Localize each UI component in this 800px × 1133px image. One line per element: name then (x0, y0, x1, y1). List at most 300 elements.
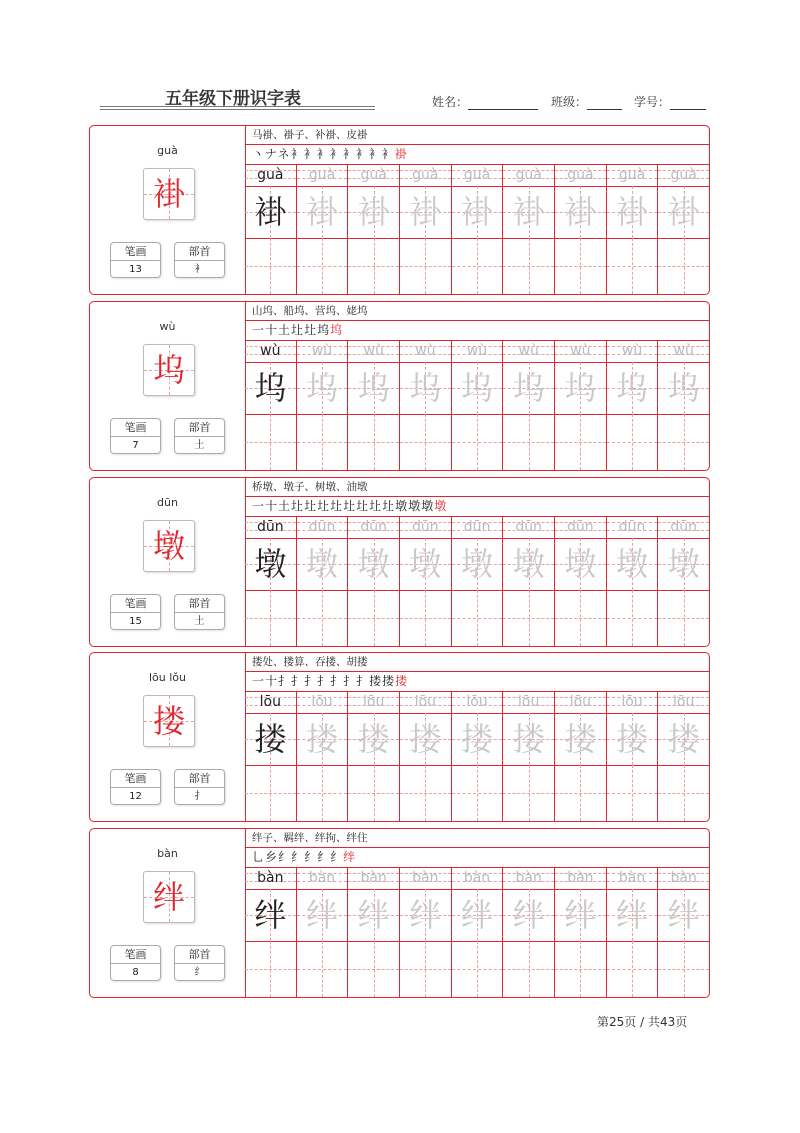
hanzi-text: 褂 (512, 193, 545, 231)
radical-box (174, 418, 225, 454)
tracing-cell[interactable] (503, 867, 555, 997)
blank-practice-cell[interactable] (297, 238, 348, 294)
pinyin-cell (555, 164, 606, 187)
hanzi-cell (607, 362, 658, 415)
character-card (89, 125, 710, 295)
tracing-cell[interactable] (555, 340, 607, 470)
stroke-step: ナ (265, 147, 278, 161)
character-large: 坞 (152, 351, 185, 389)
hanzi-cell (658, 713, 709, 766)
name-field[interactable] (432, 93, 538, 110)
tracing-cell[interactable] (400, 516, 452, 646)
pinyin-text: guà (618, 167, 646, 183)
hanzi-text: 墩 (667, 545, 700, 583)
hanzi-cell (400, 186, 451, 239)
pinyin-cell (658, 164, 709, 187)
pinyin-text: lōu (363, 694, 385, 710)
blank-practice-cell[interactable] (503, 590, 554, 646)
hanzi-cell (245, 538, 296, 591)
stroke-order (245, 671, 709, 692)
tracing-cell[interactable] (348, 164, 400, 294)
stroke-step: 圵 (291, 499, 305, 513)
hanzi-text: 搂 (616, 720, 649, 758)
example-words: 马褂、褂子、补褂、皮褂 (245, 126, 709, 145)
hanzi-text: 褂 (564, 193, 597, 231)
hanzi-text: 绊 (306, 896, 339, 934)
tracing-cell[interactable] (607, 164, 659, 294)
pinyin-text: guà (670, 167, 697, 183)
pinyin-text: wù (621, 343, 643, 359)
pinyin-cell (607, 867, 658, 890)
hanzi-cell (297, 186, 348, 239)
tracing-cell[interactable] (297, 340, 349, 470)
pinyin-text: wù (311, 343, 333, 359)
blank-practice-cell[interactable] (348, 941, 399, 997)
blank-practice-cell[interactable] (348, 590, 399, 646)
blank-practice-cell[interactable] (245, 238, 296, 294)
hanzi-text: 搂 (667, 720, 700, 758)
hanzi-text: 坞 (461, 369, 494, 407)
tracing-cell[interactable] (607, 340, 659, 470)
pinyin-cell (452, 516, 503, 539)
hanzi-cell (452, 713, 503, 766)
radical-label: 部首 (175, 946, 224, 964)
practice-area (245, 302, 709, 470)
tracing-cell[interactable] (348, 516, 400, 646)
pinyin-cell (658, 516, 709, 539)
hanzi-text: 绊 (409, 896, 442, 934)
tracing-cell[interactable] (503, 340, 555, 470)
tracing-cell[interactable] (555, 164, 607, 294)
blank-practice-cell[interactable] (348, 414, 399, 470)
stroke-step: 衤 (329, 147, 343, 161)
character-box (143, 168, 195, 220)
tracing-cell[interactable] (607, 516, 659, 646)
blank-practice-cell[interactable] (658, 238, 709, 294)
hanzi-cell (503, 186, 554, 239)
stroke-step: 扌 (330, 674, 344, 688)
pinyin-text: bàn (257, 870, 284, 886)
tracing-cell[interactable] (452, 516, 504, 646)
blank-practice-cell[interactable] (555, 414, 606, 470)
stroke-order (245, 847, 709, 868)
tracing-cell[interactable] (245, 867, 297, 997)
pinyin-text: wù (518, 343, 539, 359)
card-info-panel (90, 126, 246, 294)
tracing-cell[interactable] (452, 340, 504, 470)
hanzi-text: 墩 (461, 545, 494, 583)
pinyin-cell (555, 516, 606, 539)
stroke-step: 扌 (304, 674, 318, 688)
blank-practice-cell[interactable] (452, 414, 503, 470)
blank-practice-cell[interactable] (245, 414, 296, 470)
pinyin-text: dūn (618, 519, 646, 535)
blank-practice-cell[interactable] (607, 590, 658, 646)
hanzi-text: 搂 (357, 720, 390, 758)
blank-practice-cell[interactable] (503, 765, 554, 821)
blank-practice-cell[interactable] (503, 238, 554, 294)
hanzi-cell (607, 186, 658, 239)
stroke-step: 褂 (394, 147, 408, 161)
tracing-cell[interactable] (555, 867, 607, 997)
hanzi-text: 搂 (306, 720, 339, 758)
blank-practice-cell[interactable] (607, 414, 658, 470)
radical-value: 纟 (194, 967, 205, 978)
stroke-count-label: 笔画 (111, 419, 160, 437)
stroke-count-value: 8 (132, 967, 139, 978)
hanzi-text: 褂 (357, 193, 390, 231)
stroke-step: 衤 (381, 147, 395, 161)
stroke-step: 一 (252, 499, 266, 513)
blank-practice-cell[interactable] (555, 590, 606, 646)
character-large: 褂 (152, 175, 185, 213)
hanzi-text: 绊 (254, 896, 287, 934)
pinyin-text: lōu (673, 694, 695, 710)
stroke-count-box (110, 769, 161, 805)
stroke-step: 圵 (291, 323, 305, 337)
tracing-cell[interactable] (555, 691, 607, 821)
card-info-panel (90, 302, 246, 470)
pinyin-text: guà (360, 167, 387, 183)
hanzi-cell (297, 538, 348, 591)
card-info-panel (90, 653, 246, 821)
stroke-step: 墩 (434, 499, 448, 513)
stroke-order (245, 144, 709, 165)
tracing-cell[interactable] (400, 691, 452, 821)
tracing-cell[interactable] (555, 516, 607, 646)
blank-practice-cell[interactable] (658, 414, 709, 470)
tracing-cell[interactable] (400, 164, 452, 294)
blank-practice-cell[interactable] (400, 414, 451, 470)
stroke-step: 纟 (304, 850, 318, 864)
stroke-step: 十 (265, 323, 279, 337)
character-box (143, 871, 195, 923)
hanzi-cell (348, 538, 399, 591)
pinyin-cell (555, 867, 606, 890)
stroke-step: 圵 (382, 499, 396, 513)
pinyin-cell (297, 691, 348, 714)
tracing-cell[interactable] (658, 691, 709, 821)
character-pinyin: dūn (157, 496, 178, 509)
title-underline (100, 109, 375, 110)
practice-area (245, 478, 709, 646)
blank-practice-cell[interactable] (245, 765, 296, 821)
stroke-step: 纟 (291, 850, 305, 864)
stroke-count-label: 笔画 (111, 946, 160, 964)
blank-practice-cell[interactable] (555, 238, 606, 294)
tracing-cell[interactable] (452, 867, 504, 997)
hanzi-text: 墩 (254, 545, 287, 583)
stroke-order (245, 320, 709, 341)
stroke-step: 墩 (408, 499, 422, 513)
blank-practice-cell[interactable] (245, 941, 296, 997)
blank-practice-cell[interactable] (607, 765, 658, 821)
tracing-cell[interactable] (400, 867, 452, 997)
hanzi-cell (452, 538, 503, 591)
stroke-step: 扌 (356, 674, 370, 688)
practice-area (245, 126, 709, 294)
blank-practice-cell[interactable] (297, 941, 348, 997)
hanzi-text: 墩 (306, 545, 339, 583)
blank-practice-cell[interactable] (245, 590, 296, 646)
stroke-count-box (110, 418, 161, 454)
hanzi-text: 坞 (409, 369, 442, 407)
hanzi-cell (297, 362, 348, 415)
pinyin-cell (400, 164, 451, 187)
stroke-step: 十 (265, 674, 279, 688)
card-info-panel (90, 829, 246, 997)
hanzi-text: 搂 (512, 720, 545, 758)
character-card (89, 477, 710, 647)
pinyin-text: bàn (618, 870, 646, 886)
tracing-cell[interactable] (503, 516, 555, 646)
blank-practice-cell[interactable] (452, 590, 503, 646)
blank-practice-cell[interactable] (400, 941, 451, 997)
pinyin-text: bàn (308, 870, 336, 886)
hanzi-text: 褂 (616, 193, 649, 231)
stroke-step: 土 (278, 323, 292, 337)
pinyin-cell (658, 867, 709, 890)
radical-label: 部首 (175, 419, 224, 437)
hanzi-text: 墩 (512, 545, 545, 583)
tracing-grid (245, 867, 709, 997)
pinyin-cell (607, 340, 658, 363)
blank-practice-cell[interactable] (658, 765, 709, 821)
pinyin-cell (245, 164, 296, 187)
stroke-step: 绊 (343, 850, 357, 864)
tracing-cell[interactable] (245, 691, 297, 821)
hanzi-text: 绊 (461, 896, 494, 934)
pinyin-cell (348, 691, 399, 714)
blank-practice-cell[interactable] (400, 765, 451, 821)
stroke-step: 衤 (290, 147, 304, 161)
stroke-step: 搂 (382, 674, 396, 688)
tracing-cell[interactable] (245, 340, 297, 470)
pinyin-cell (658, 691, 709, 714)
pinyin-text: guà (308, 167, 336, 183)
pinyin-cell (245, 340, 296, 363)
example-words: 山坞、船坞、营坞、姥坞 (245, 302, 709, 321)
pinyin-cell (245, 691, 296, 714)
hanzi-cell (555, 186, 606, 239)
practice-area (245, 829, 709, 997)
blank-practice-cell[interactable] (503, 941, 554, 997)
hanzi-text: 搂 (461, 720, 494, 758)
pinyin-cell (297, 867, 348, 890)
tracing-cell[interactable] (503, 164, 555, 294)
pinyin-text: bàn (670, 870, 697, 886)
pinyin-cell (607, 164, 658, 187)
hanzi-text: 墩 (357, 545, 390, 583)
tracing-cell[interactable] (348, 867, 400, 997)
pinyin-cell (245, 867, 296, 890)
stroke-step: 纟 (278, 850, 292, 864)
character-card (89, 652, 710, 822)
hanzi-text: 墩 (409, 545, 442, 583)
pinyin-cell (555, 691, 606, 714)
blank-practice-cell[interactable] (348, 238, 399, 294)
hanzi-text: 坞 (254, 369, 287, 407)
tracing-cell[interactable] (607, 691, 659, 821)
stroke-step: 一 (252, 323, 266, 337)
hanzi-cell (297, 889, 348, 942)
pinyin-text: lōu (518, 694, 540, 710)
character-pinyin: guà (157, 144, 178, 157)
pinyin-cell (348, 516, 399, 539)
radical-label: 部首 (175, 770, 224, 788)
tracing-cell[interactable] (245, 164, 297, 294)
stroke-step: 墩 (395, 499, 409, 513)
hanzi-cell (607, 889, 658, 942)
hanzi-text: 坞 (512, 369, 545, 407)
pinyin-cell (348, 867, 399, 890)
tracing-grid (245, 691, 709, 821)
hanzi-cell (555, 713, 606, 766)
class-field[interactable] (551, 93, 622, 110)
stroke-step: 土 (278, 499, 292, 513)
character-box (143, 520, 195, 572)
hanzi-text: 褂 (461, 193, 494, 231)
hanzi-text: 绊 (357, 896, 390, 934)
hanzi-text: 墩 (564, 545, 597, 583)
blank-practice-cell[interactable] (658, 941, 709, 997)
tracing-cell[interactable] (452, 164, 504, 294)
hanzi-text: 搂 (254, 720, 287, 758)
radical-box (174, 242, 225, 278)
tracing-cell[interactable] (297, 516, 349, 646)
tracing-grid (245, 516, 709, 646)
pinyin-text: bàn (567, 870, 594, 886)
hanzi-text: 绊 (564, 896, 597, 934)
stroke-step: 扌 (343, 674, 357, 688)
stroke-step: 纟 (330, 850, 344, 864)
tracing-cell[interactable] (658, 340, 709, 470)
pinyin-cell (297, 516, 348, 539)
stroke-count-label: 笔画 (111, 770, 160, 788)
hanzi-cell (607, 538, 658, 591)
blank-practice-cell[interactable] (607, 238, 658, 294)
hanzi-text: 绊 (667, 896, 700, 934)
blank-practice-cell[interactable] (452, 238, 503, 294)
stroke-step: 扌 (291, 674, 305, 688)
stroke-count-label: 笔画 (111, 243, 160, 261)
hanzi-cell (658, 889, 709, 942)
tracing-cell[interactable] (297, 691, 349, 821)
stroke-count-value: 15 (129, 616, 142, 627)
blank-practice-cell[interactable] (348, 765, 399, 821)
blank-practice-cell[interactable] (555, 941, 606, 997)
pinyin-cell (348, 164, 399, 187)
hanzi-cell (348, 362, 399, 415)
student-id-field[interactable] (634, 93, 706, 110)
stroke-count-box (110, 242, 161, 278)
pinyin-cell (607, 516, 658, 539)
pinyin-cell (297, 164, 348, 187)
hanzi-cell (245, 713, 296, 766)
hanzi-text: 褂 (667, 193, 700, 231)
tracing-cell[interactable] (503, 691, 555, 821)
tracing-cell[interactable] (658, 164, 709, 294)
blank-practice-cell[interactable] (503, 414, 554, 470)
pinyin-cell (348, 340, 399, 363)
hanzi-text: 绊 (616, 896, 649, 934)
pinyin-cell (452, 340, 503, 363)
example-words: 桥墩、墩子、树墩、油墩 (245, 478, 709, 497)
pinyin-cell (400, 867, 451, 890)
hanzi-cell (503, 362, 554, 415)
blank-practice-cell[interactable] (297, 590, 348, 646)
blank-practice-cell[interactable] (400, 590, 451, 646)
blank-practice-cell[interactable] (607, 941, 658, 997)
tracing-cell[interactable] (607, 867, 659, 997)
pinyin-text: dūn (412, 519, 439, 535)
pinyin-text: lōu (259, 694, 281, 710)
hanzi-cell (658, 362, 709, 415)
stroke-step: 搂 (395, 674, 409, 688)
title-underline (100, 106, 375, 107)
blank-practice-cell[interactable] (658, 590, 709, 646)
pinyin-text: lōu (414, 694, 437, 710)
blank-practice-cell[interactable] (452, 941, 503, 997)
stroke-step: 纟 (317, 850, 331, 864)
hanzi-cell (245, 889, 296, 942)
stroke-step: 坞 (317, 323, 331, 337)
blank-practice-cell[interactable] (297, 414, 348, 470)
name-label: 姓名： (432, 95, 469, 109)
blank-practice-cell[interactable] (400, 238, 451, 294)
tracing-cell[interactable] (452, 691, 504, 821)
pinyin-text: dūn (257, 519, 284, 535)
pinyin-cell (245, 516, 296, 539)
stroke-step: 圵 (356, 499, 370, 513)
tracing-cell[interactable] (245, 516, 297, 646)
card-info-panel (90, 478, 246, 646)
character-box (143, 344, 195, 396)
pinyin-cell (503, 340, 554, 363)
hanzi-text: 搂 (564, 720, 597, 758)
radical-label: 部首 (175, 243, 224, 261)
blank-practice-cell[interactable] (555, 765, 606, 821)
blank-practice-cell[interactable] (452, 765, 503, 821)
page-title: 五年级下册识字表 (165, 89, 301, 109)
radical-box (174, 594, 225, 630)
stroke-step: 衤 (342, 147, 356, 161)
pinyin-cell (400, 516, 451, 539)
tracing-cell[interactable] (348, 691, 400, 821)
hanzi-cell (452, 362, 503, 415)
tracing-cell[interactable] (658, 867, 709, 997)
radical-box (174, 945, 225, 981)
blank-practice-cell[interactable] (297, 765, 348, 821)
stroke-count-value: 13 (129, 264, 142, 275)
tracing-cell[interactable] (348, 340, 400, 470)
tracing-cell[interactable] (400, 340, 452, 470)
hanzi-cell (658, 538, 709, 591)
hanzi-cell (400, 538, 451, 591)
example-words: 搂处、搂算、吞搂、胡搂 (245, 653, 709, 672)
student-id-label: 学号： (634, 95, 671, 109)
tracing-cell[interactable] (297, 164, 349, 294)
pinyin-cell (452, 164, 503, 187)
stroke-step: 圵 (304, 499, 318, 513)
tracing-cell[interactable] (658, 516, 709, 646)
pinyin-cell (503, 164, 554, 187)
pinyin-text: lōu (311, 694, 333, 710)
stroke-step: 衤 (316, 147, 330, 161)
stroke-count-box (110, 945, 161, 981)
stroke-step: 乚 (252, 850, 266, 864)
tracing-cell[interactable] (297, 867, 349, 997)
